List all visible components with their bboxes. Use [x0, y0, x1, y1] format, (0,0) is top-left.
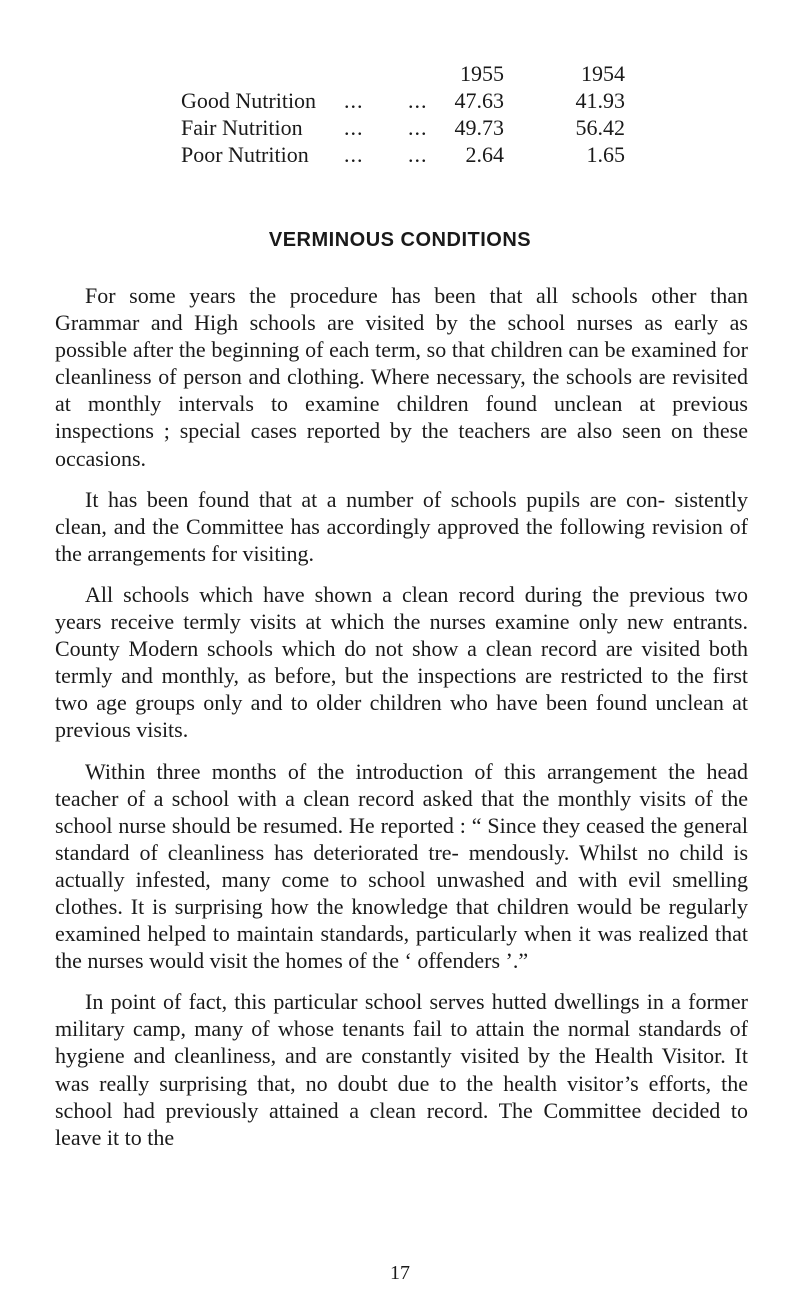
- leader-dots: ...: [344, 115, 364, 140]
- value-1954: 1.65: [586, 142, 625, 167]
- table-row: [181, 87, 641, 114]
- row-label: Good Nutrition: [181, 88, 317, 113]
- page-number: 17: [390, 1262, 410, 1284]
- leader-dots: ...: [408, 88, 428, 113]
- value-1955: 49.73: [454, 115, 504, 140]
- table-row: [181, 114, 641, 141]
- paragraph: It has been found that at a number of schools pupils are con- sistently clean, and the Committee has accordingly approved the following revision of the arrangements for visiting.: [55, 486, 748, 566]
- year-header-1954: 1954: [581, 61, 625, 86]
- table-row: [181, 141, 641, 168]
- paragraph: All schools which have shown a clean record during the previous two years receive termly visits at which the nurses examine only new entrants. County Modern schools which do not show a clean record are visited both termly and monthly, as before, but the inspections are restricted to the first two age groups only and to older children who have been found unclean at previous visits.: [55, 581, 748, 743]
- nutrition-table: [181, 60, 641, 168]
- leader-dots: ...: [344, 88, 364, 113]
- leader-dots: ...: [344, 142, 364, 167]
- value-1954: 41.93: [575, 88, 625, 113]
- paragraph: In point of fact, this particular school serves hutted dwellings in a former military camp, many of whose tenants fail to attain the normal standards of hygiene and cleanliness, and are constantly visited by the Health Visitor. It was really surprising that, no doubt due to the health visitor’s efforts, the school had previously attained a clean record. The Committee decided to leave it to the: [55, 989, 748, 1150]
- body-text: [55, 282, 748, 1165]
- leader-dots: ...: [408, 115, 428, 140]
- paragraph: For some years the procedure has been that all schools other than Grammar and High schools are visited by the school nurses as early as possible after the beginning of each term, so that children can be examined for cleanliness of person and clothing. Where necessary, the schools are revisited at monthly intervals to examine children found unclean at previous inspections ; special cases reported by the teachers are also seen on these occasions.: [55, 283, 748, 471]
- section-heading: VERMINOUS CONDITIONS: [268, 229, 532, 251]
- leader-dots: ...: [408, 142, 428, 167]
- row-label: Fair Nutrition: [181, 115, 303, 140]
- table-header-row: [181, 60, 641, 87]
- value-1955: 47.63: [454, 88, 504, 113]
- paragraph: Within three months of the introduction of this arrangement the head teacher of a school with a clean record asked that the monthly visits of the school nurse should be resumed. He reported : “ Since they ceased the general standard of cleanliness has deteriorated tre- mendously. Whilst no child is actually infested, many come to school unwashed and with evil smelling clothes. It is surprising how the knowledge that children would be regularly examined helped to maintain standards, particularly when it was realized that the nurses would visit the homes of the ‘ offenders ’.”: [55, 758, 748, 974]
- value-1955: 2.64: [465, 142, 504, 167]
- value-1954: 56.42: [575, 115, 625, 140]
- row-label: Poor Nutrition: [181, 142, 309, 167]
- year-header-1955: 1955: [460, 61, 504, 86]
